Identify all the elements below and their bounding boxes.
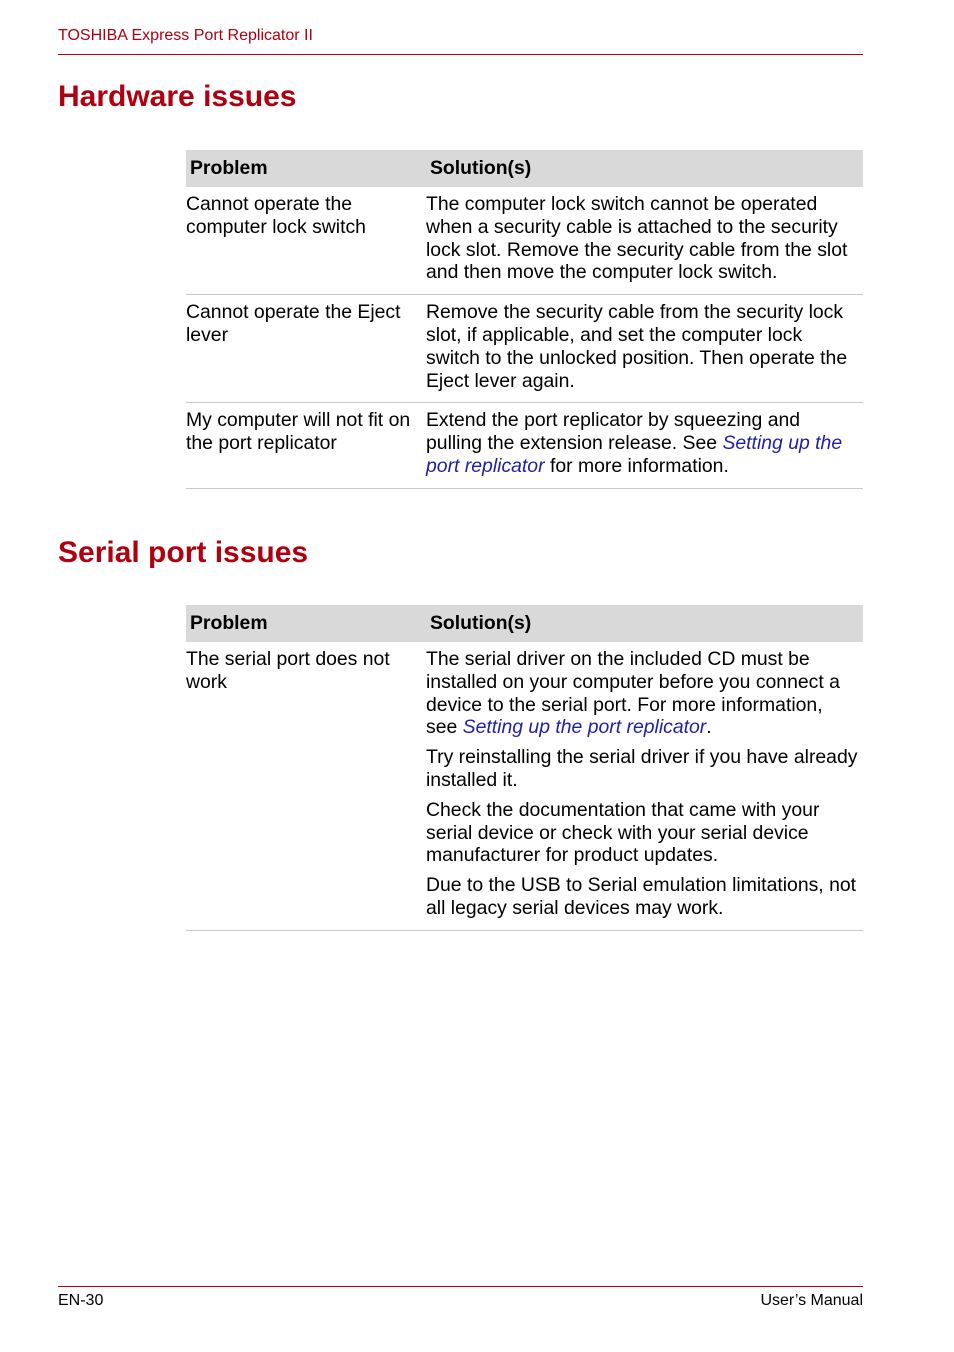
table-header-row: [186, 605, 863, 642]
solution-text: Extend the port replicator by squeezing and pulling the extension release. See: [426, 409, 801, 455]
problem-cell: The serial port does not work: [186, 642, 426, 930]
column-header-problem: Problem: [186, 150, 426, 187]
solution-paragraph: Check the documentation that came with your serial device or check with your serial device manufacturer for product updates.: [426, 798, 820, 867]
setting-up-link[interactable]: Setting up the port replicator: [462, 716, 707, 739]
table-row: [186, 187, 863, 295]
section-title-serial: Serial port issues: [58, 536, 309, 569]
problem-cell: Cannot operate the Eject lever: [186, 295, 426, 403]
solution-paragraph: Try reinstalling the serial driver if you have already installed it.: [426, 746, 858, 791]
solution-cell: Remove the security cable from the security lock slot, if applicable, and set the computer lock switch to the unlocked position. Then operate the Eject lever again.: [426, 295, 863, 403]
section-title-hardware: Hardware issues: [58, 80, 297, 113]
table-row: [186, 403, 863, 488]
solution-paragraph: Due to the USB to Serial emulation limitations, not all legacy serial devices may work.: [426, 874, 857, 919]
serial-issues-table: [186, 605, 863, 931]
solution-cell: [426, 403, 863, 488]
solution-text: for more information.: [544, 454, 729, 477]
page-number: EN-30: [58, 1292, 104, 1309]
table-header-row: [186, 150, 863, 187]
table-row: [186, 295, 863, 403]
solution-cell: [426, 642, 863, 930]
problem-cell: Cannot operate the computer lock switch: [186, 187, 426, 295]
column-header-solution: Solution(s): [426, 605, 863, 642]
footer-rule: [58, 1286, 863, 1287]
column-header-problem: Problem: [186, 605, 426, 642]
solution-cell: The computer lock switch cannot be operated when a security cable is attached to the security lock slot. Remove the security cable from the slot and then move the computer lock switch.: [426, 187, 863, 295]
setting-up-link[interactable]: Setting up the port replicator: [426, 432, 843, 477]
hardware-issues-table: [186, 150, 863, 489]
table-row: [186, 642, 863, 930]
problem-cell: My computer will not fit on the port replicator: [186, 403, 426, 488]
running-header: TOSHIBA Express Port Replicator II: [58, 27, 313, 44]
solution-text: .: [706, 716, 712, 739]
manual-title: User’s Manual: [760, 1292, 863, 1309]
solution-text: The serial driver on the included CD must be installed on your computer before you connect a device to the serial port. For more information, see: [426, 648, 840, 739]
header-rule: [58, 54, 863, 55]
column-header-solution: Solution(s): [426, 150, 863, 187]
solution-paragraph: [426, 648, 859, 739]
